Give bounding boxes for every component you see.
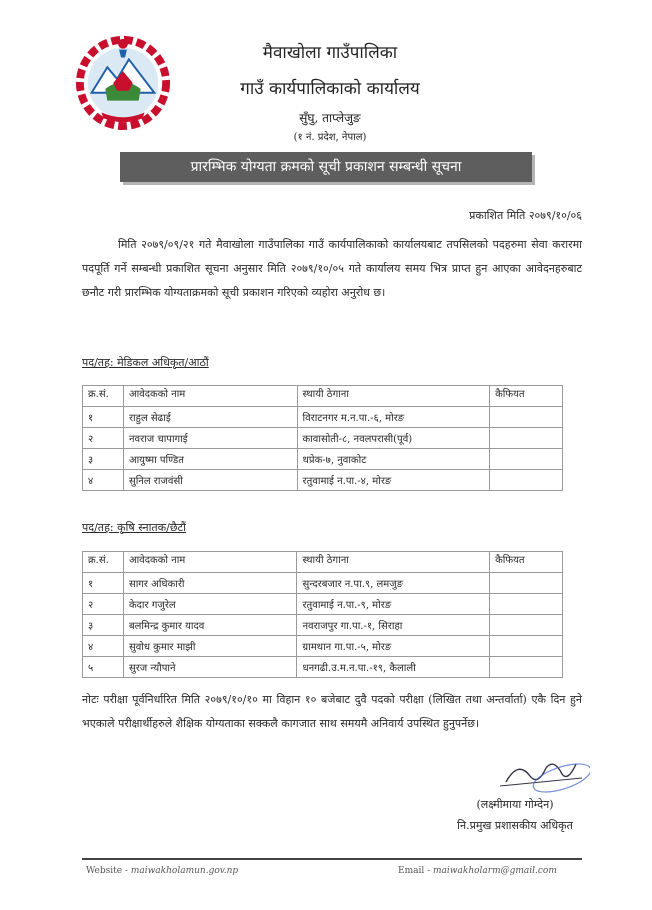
table-row: [83, 615, 563, 636]
cell-address: नवराजपुर गा.पा.-१, सिराहा: [297, 615, 490, 636]
publication-date: प्रकाशित मिति २०७९/१०/०६: [469, 209, 582, 222]
office-province: (१ नं. प्रदेश, नेपाल): [293, 132, 367, 143]
col-header-remarks: कैफियत: [490, 386, 563, 407]
applicant-table-medical-officer: [82, 385, 563, 491]
cell-name: राहुल सेढाई: [123, 407, 297, 428]
office-location: सुँघु, ताप्लेजुङ: [299, 111, 361, 125]
col-header-address: स्थायी ठेगाना: [297, 386, 490, 407]
cell-sn: ३: [83, 449, 124, 470]
nepal-government-emblem-icon: [74, 32, 172, 130]
notice-title-banner: प्रारम्भिक योग्यता क्रमको सूची प्रकाशन सम्बन्धी सूचना: [120, 152, 532, 182]
cell-remarks: [490, 449, 563, 470]
cell-name: बलमिन्द्र कुमार यादव: [123, 615, 297, 636]
cell-remarks: [490, 470, 563, 491]
cell-address: ग्रामथान गा.पा.-५, मोरङ: [297, 636, 490, 657]
cell-name: नवराज चापागाई: [123, 428, 297, 449]
cell-remarks: [490, 428, 563, 449]
cell-address: रतुवामाई न.पा.-९, मोरङ: [297, 594, 490, 615]
office-name: गाउँ कार्यपालिकाको कार्यालय: [240, 79, 420, 99]
website-link[interactable]: maiwakholamun.gov.np: [130, 866, 239, 876]
cell-name: आयुष्मा पण्डित: [123, 449, 297, 470]
cell-sn: २: [83, 428, 124, 449]
section-title-medical-officer: पद/तह: मेडिकल अधिकृत/आठौं: [82, 356, 209, 369]
table-header-row: [83, 386, 563, 407]
cell-name: सुरज न्यौपाने: [123, 657, 297, 678]
cell-address: धनगढी.उ.म.न.पा.-१९, कैलाली: [297, 657, 490, 678]
cell-name: केदार गजुरेल: [123, 594, 297, 615]
table-row: [83, 449, 563, 470]
footer-email: [398, 866, 557, 876]
cell-sn: २: [83, 594, 124, 615]
cell-remarks: [490, 407, 563, 428]
col-header-address: स्थायी ठेगाना: [297, 552, 490, 573]
cell-sn: १: [83, 407, 124, 428]
cell-address: सुन्दरबजार न.पा.९, लमजुङ: [297, 573, 490, 594]
cell-remarks: [490, 657, 563, 678]
cell-name: सुनिल राजवंसी: [123, 470, 297, 491]
col-header-sn: क्र.सं.: [83, 386, 124, 407]
table-row: [83, 636, 563, 657]
table-row: [83, 657, 563, 678]
signatory-title: नि.प्रमुख प्रशासकीय अधिकृत: [457, 819, 573, 832]
table-row: [83, 594, 563, 615]
col-header-name: आवेदकको नाम: [123, 552, 297, 573]
cell-sn: १: [83, 573, 124, 594]
cell-sn: ४: [83, 636, 124, 657]
col-header-remarks: कैफियत: [490, 552, 563, 573]
applicant-table-agriculture-graduate: [82, 551, 563, 678]
cell-address: विराटनगर म.न.पा.-६, मोरङ: [297, 407, 490, 428]
section-title-agriculture-graduate: पद/तह: कृषि स्नातक/छैटौं: [82, 521, 186, 534]
cell-sn: ५: [83, 657, 124, 678]
municipality-name: मैवाखोला गाउँपालिका: [262, 43, 398, 63]
signatory-name: (लक्ष्मीमाया गोम्देन): [476, 798, 554, 811]
cell-name: सागर अधिकारी: [123, 573, 297, 594]
cell-sn: ३: [83, 615, 124, 636]
cell-address: थप्रेक-७, नुवाकोट: [297, 449, 490, 470]
intro-paragraph: मिति २०७९/०९/२१ गते मैवाखोला गाउँपालिका गाउँ कार्यपालिकाको कार्यालयबाट तपसिलको पदहरुमा सेवा करारमा पदपूर्ति गर्ने सम्बन्धी प्रकाशित सूचना अनुसार मिति २०७९/१०/०५ गते कार्यालय समय भित्र प्राप्त हुन आएका आवेदनहरुबाट छनौट गरी प्रारम्भिक योग्यताक्रमको सूची प्रकाशन गरिएको व्यहोरा अनुरोध छ।: [82, 238, 582, 299]
cell-remarks: [490, 573, 563, 594]
email-label: Email -: [398, 866, 431, 876]
cell-name: सुवोध कुमार माझी: [123, 636, 297, 657]
cell-address: कावासोती-८, नवलपरासी(पूर्व): [297, 428, 490, 449]
email-link[interactable]: maiwakholarm@gmail.com: [433, 866, 557, 876]
col-header-sn: क्र.सं.: [83, 552, 124, 573]
footer-divider: [82, 858, 582, 860]
cell-sn: ४: [83, 470, 124, 491]
table-row: [83, 573, 563, 594]
cell-remarks: [490, 594, 563, 615]
table-header-row: [83, 552, 563, 573]
cell-remarks: [490, 615, 563, 636]
website-label: Website -: [86, 866, 128, 876]
table-row: [83, 407, 563, 428]
col-header-name: आवेदकको नाम: [123, 386, 297, 407]
signature-icon: [470, 752, 590, 796]
cell-remarks: [490, 636, 563, 657]
exam-note: नोटः परीक्षा पूर्वनिर्धारित मिति २०७९/१०/१० मा विहान १० बजेबाट दुवै पदको परीक्षा (लिखित तथा अन्तर्वार्ता) एकै दिन हुने भएकाले परीक्षार्थीहरुले शैक्षिक योग्यताका सक्कलै कागजात साथ समयमै अनिवार्य उपस्थित हुनुपर्नेछ।: [82, 693, 582, 730]
table-row: [83, 470, 563, 491]
footer-website: [86, 866, 238, 876]
cell-address: रतुवामाई न.पा.-४, मोरङ: [297, 470, 490, 491]
table-row: [83, 428, 563, 449]
